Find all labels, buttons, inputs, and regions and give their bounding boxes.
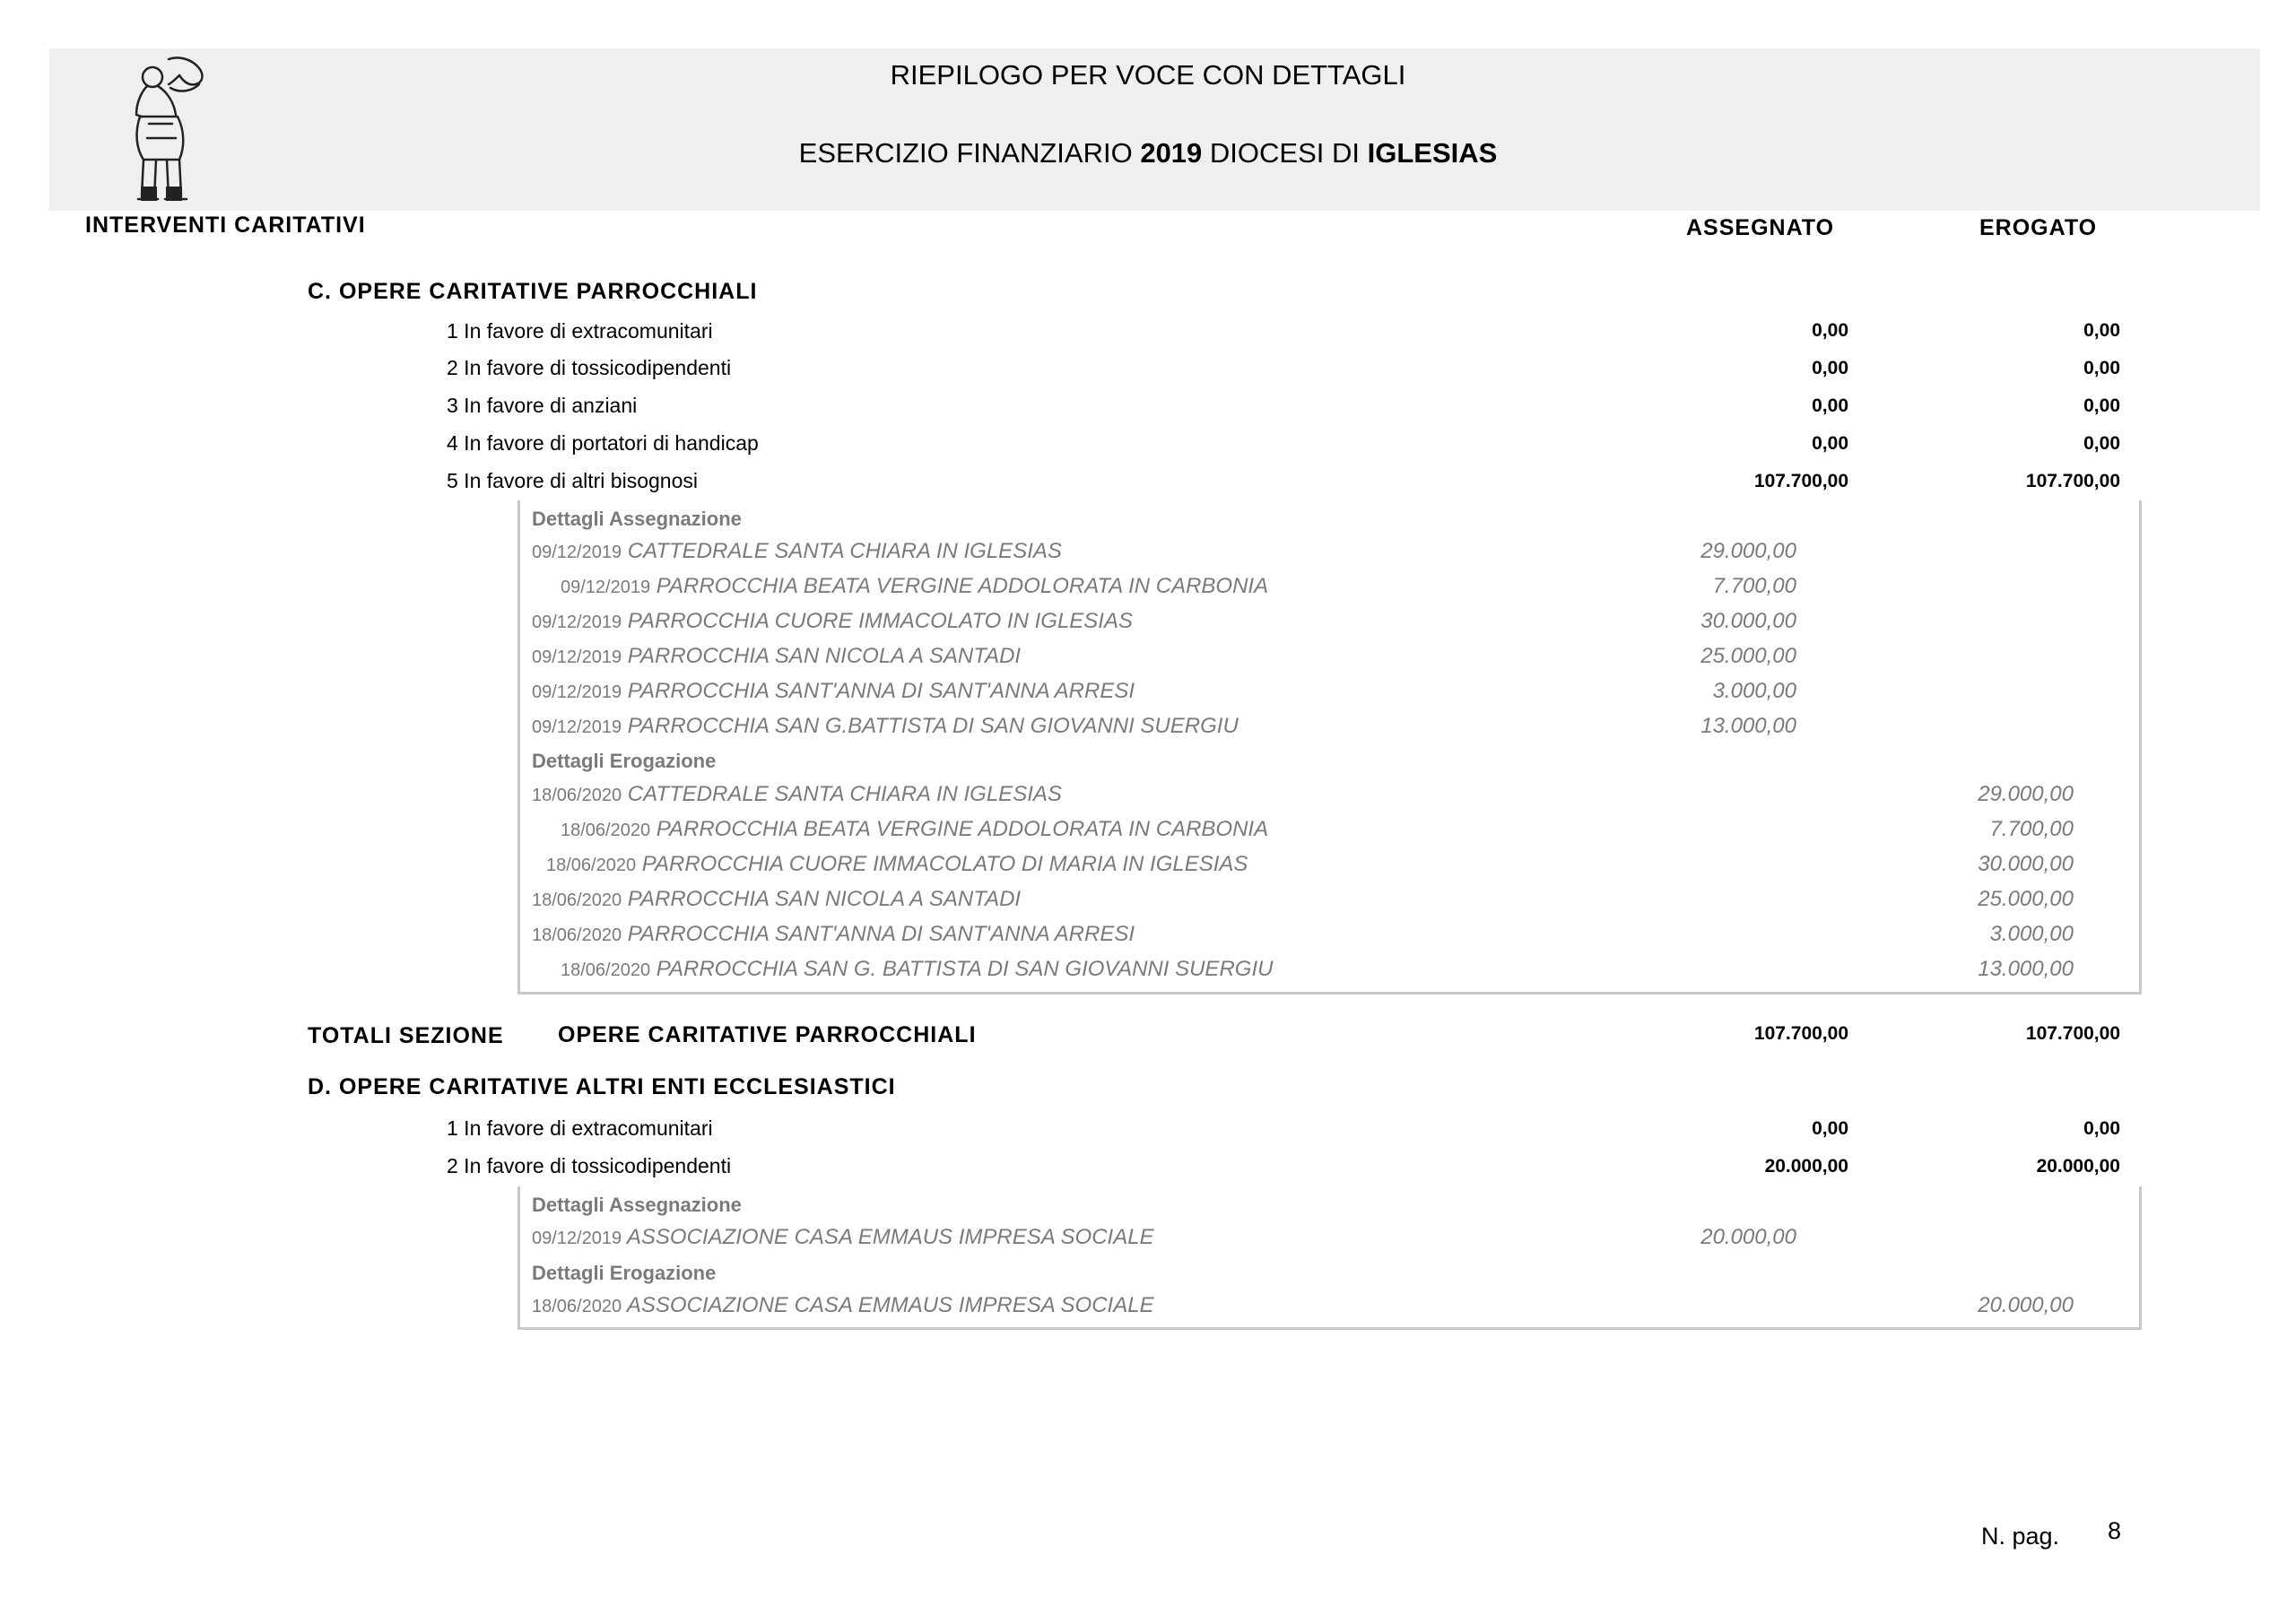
assign-detail-row: 09/12/2019 PARROCCHIA SANT'ANNA DI SANT'ANNA ARRESI: [532, 679, 1135, 703]
totals-assigned: 107.700,00: [1753, 1023, 1848, 1044]
pay-detail-value: 20.000,00: [1978, 1293, 2074, 1317]
assign-detail-value: 13.000,00: [1700, 714, 1796, 738]
pay-detail-row: 18/06/2020 CATTEDRALE SANTA CHIARA IN IGLESIAS: [532, 782, 1062, 806]
section-c-assign-heading: Dettagli Assegnazione: [532, 508, 742, 530]
section-c-item-assigned: 0,00: [1812, 433, 1848, 454]
section-c-item-label: 2 In favore di tossicodipendenti: [447, 356, 732, 379]
section-c-item-label: 5 In favore di altri bisognosi: [447, 469, 698, 492]
pay-detail-value: 13.000,00: [1978, 957, 2074, 981]
assign-detail-row: 09/12/2019 CATTEDRALE SANTA CHIARA IN IGLESIAS: [532, 539, 1062, 563]
section-d-item-assigned: 0,00: [1812, 1118, 1848, 1139]
section-c-item-assigned: 107.700,00: [1753, 471, 1848, 491]
column-header-interventi: INTERVENTI CARITATIVI: [85, 213, 366, 238]
section-d-item-paid: 0,00: [2083, 1118, 2120, 1139]
pay-detail-value: 25.000,00: [1978, 887, 2074, 911]
column-header-assegnato: ASSEGNATO: [1686, 215, 1835, 240]
section-c-item-label: 4 In favore di portatori di handicap: [447, 431, 759, 455]
section-d-item-assigned: 20.000,00: [1764, 1156, 1848, 1177]
diocese-name: IGLESIAS: [1367, 137, 1498, 169]
section-d-item-paid: 20.000,00: [2036, 1156, 2120, 1177]
pay-detail-row: 18/06/2020 PARROCCHIA BEATA VERGINE ADDOLORATA IN CARBONIA: [561, 817, 1269, 841]
pay-detail-row: 18/06/2020 PARROCCHIA SAN NICOLA A SANTADI: [532, 887, 1022, 911]
assign-detail-row: 09/12/2019 ASSOCIAZIONE CASA EMMAUS IMPRESA SOCIALE: [532, 1225, 1154, 1249]
section-c-item-paid: 0,00: [2083, 358, 2120, 378]
pay-detail-row: 18/06/2020 PARROCCHIA SAN G. BATTISTA DI SAN GIOVANNI SUERGIU: [561, 957, 1274, 981]
assign-detail-value: 29.000,00: [1700, 539, 1796, 563]
section-c-item-paid: 0,00: [2083, 395, 2120, 416]
assign-detail-value: 30.000,00: [1700, 609, 1796, 633]
section-c-item-label: 1 In favore di extracomunitari: [447, 319, 713, 343]
section-c-item-paid: 0,00: [2083, 433, 2120, 454]
section-c-item-label: 3 In favore di anziani: [447, 394, 638, 417]
assign-detail-row: 09/12/2019 PARROCCHIA CUORE IMMACOLATO IN IGLESIAS: [532, 609, 1133, 633]
pay-detail-row: 18/06/2020 PARROCCHIA SANT'ANNA DI SANT'ANNA ARRESI: [532, 922, 1135, 946]
page-number: 8: [2108, 1517, 2122, 1544]
pay-detail-value: 3.000,00: [1989, 922, 2074, 946]
assign-detail-value: 20.000,00: [1700, 1225, 1796, 1249]
pay-detail-value: 7.700,00: [1989, 817, 2074, 841]
report-subtitle: ESERCIZIO FINANZIARIO 2019 DIOCESI DI IGLESIAS: [798, 137, 1498, 169]
fiscal-year: 2019: [1140, 137, 1203, 169]
section-c-item-paid: 0,00: [2083, 320, 2120, 341]
totals-paid: 107.700,00: [2025, 1023, 2120, 1044]
page-label: N. pag.: [1981, 1523, 2060, 1550]
section-d-pay-heading: Dettagli Erogazione: [532, 1262, 717, 1284]
assign-detail-value: 7.700,00: [1712, 574, 1796, 598]
section-d-assign-heading: Dettagli Assegnazione: [532, 1194, 742, 1216]
totals-section-name: OPERE CARITATIVE PARROCCHIALI: [558, 1022, 977, 1047]
section-d-item-label: 2 In favore di tossicodipendenti: [447, 1154, 732, 1177]
section-d-item-label: 1 In favore di extracomunitari: [447, 1116, 713, 1140]
assign-detail-value: 3.000,00: [1712, 679, 1796, 703]
section-c-item-assigned: 0,00: [1812, 320, 1848, 341]
section-d-title: D. OPERE CARITATIVE ALTRI ENTI ECCLESIASTICI: [308, 1074, 896, 1099]
report-title: RIEPILOGO PER VOCE CON DETTAGLI: [890, 59, 1406, 91]
column-header-erogato: EROGATO: [1979, 215, 2098, 240]
section-c-title: C. OPERE CARITATIVE PARROCCHIALI: [308, 279, 758, 304]
pay-detail-value: 30.000,00: [1978, 852, 2074, 876]
section-c-pay-heading: Dettagli Erogazione: [532, 750, 717, 772]
assign-detail-row: 09/12/2019 PARROCCHIA BEATA VERGINE ADDOLORATA IN CARBONIA: [561, 574, 1269, 598]
assign-detail-value: 25.000,00: [1700, 644, 1796, 668]
section-c-item-assigned: 0,00: [1812, 395, 1848, 416]
assign-detail-row: 09/12/2019 PARROCCHIA SAN NICOLA A SANTADI: [532, 644, 1022, 668]
section-c-item-paid: 107.700,00: [2025, 471, 2120, 491]
pay-detail-row: 18/06/2020 ASSOCIAZIONE CASA EMMAUS IMPRESA SOCIALE: [532, 1293, 1154, 1317]
assign-detail-row: 09/12/2019 PARROCCHIA SAN G.BATTISTA DI SAN GIOVANNI SUERGIU: [532, 714, 1239, 738]
pay-detail-value: 29.000,00: [1978, 782, 2074, 806]
pay-detail-row: 18/06/2020 PARROCCHIA CUORE IMMACOLATO DI MARIA IN IGLESIAS: [546, 852, 1248, 876]
totals-label: TOTALI SEZIONE: [308, 1023, 504, 1048]
section-c-item-assigned: 0,00: [1812, 358, 1848, 378]
